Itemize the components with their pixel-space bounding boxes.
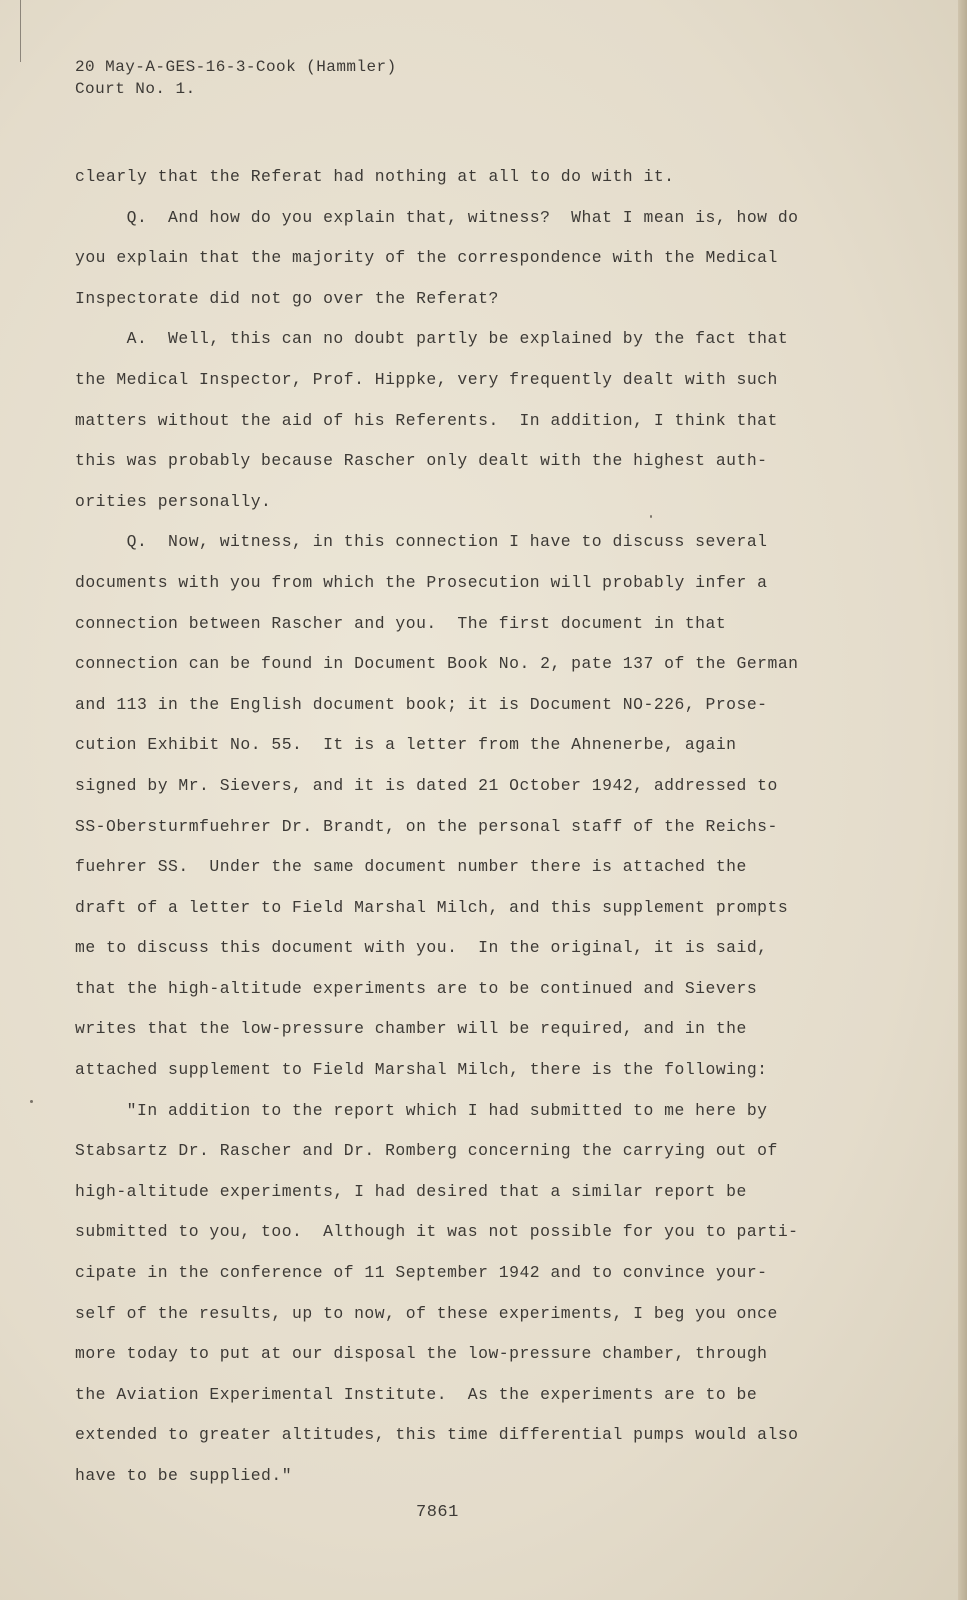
text-line: the Aviation Experimental Institute. As the experiments are to be bbox=[75, 1384, 758, 1404]
binding-mark bbox=[20, 0, 21, 62]
text-line: and 113 in the English document book; it is Document NO-226, Prose- bbox=[75, 694, 768, 714]
paper-speck bbox=[650, 515, 652, 518]
text-line: clearly that the Referat had nothing at all to do with it. bbox=[75, 167, 675, 186]
document-header bbox=[75, 56, 397, 100]
text-line: attached supplement to Field Marshal Milch, there is the following: bbox=[75, 1060, 768, 1080]
text-line: documents with you from which the Prosecution will probably infer a bbox=[75, 572, 768, 592]
text-line: "In addition to the report which I had submitted to me here by bbox=[75, 1100, 768, 1120]
text-line: Q. Now, witness, in this connection I have to discuss several bbox=[75, 532, 768, 552]
text-line: extended to greater altitudes, this time differential pumps would also bbox=[75, 1425, 799, 1445]
text-line: fuehrer SS. Under the same document number there is attached the bbox=[75, 857, 747, 877]
text-line: orities personally. bbox=[75, 491, 272, 511]
text-line: SS-Obersturmfuehrer Dr. Brandt, on the personal staff of the Reichs- bbox=[75, 816, 778, 836]
text-line: connection between Rascher and you. The first document in that bbox=[75, 613, 727, 633]
text-line: writes that the low-pressure chamber will be required, and in the bbox=[75, 1019, 747, 1039]
text-line: Q. And how do you explain that, witness? What I mean is, how do bbox=[75, 207, 799, 227]
text-line: signed by Mr. Sievers, and it is dated 21 October 1942, addressed to bbox=[75, 775, 778, 795]
header-line-2: Court No. 1. bbox=[75, 80, 196, 98]
text-line: this was probably because Rascher only dealt with the highest auth- bbox=[75, 451, 768, 471]
transcript-body bbox=[75, 157, 799, 1497]
text-line: cipate in the conference of 11 September 1942 and to convince your- bbox=[75, 1263, 768, 1283]
text-line: matters without the aid of his Referents. In addition, I think that bbox=[75, 410, 778, 430]
text-line: Stabsartz Dr. Rascher and Dr. Romberg concerning the carrying out of bbox=[75, 1141, 778, 1161]
text-line: cution Exhibit No. 55. It is a letter from the Ahnenerbe, again bbox=[75, 735, 737, 755]
text-line: you explain that the majority of the correspondence with the Medical bbox=[75, 248, 778, 268]
text-line: that the high-altitude experiments are to be continued and Sievers bbox=[75, 978, 758, 998]
paper-speck bbox=[30, 1100, 33, 1103]
text-line: high-altitude experiments, I had desired that a similar report be bbox=[75, 1181, 747, 1201]
text-line: submitted to you, too. Although it was not possible for you to parti- bbox=[75, 1222, 799, 1242]
header-line-1: 20 May-A-GES-16-3-Cook (Hammler) bbox=[75, 58, 397, 76]
text-line: more today to put at our disposal the low-pressure chamber, through bbox=[75, 1344, 768, 1364]
text-line: the Medical Inspector, Prof. Hippke, very frequently dealt with such bbox=[75, 369, 778, 389]
text-line: draft of a letter to Field Marshal Milch, and this supplement prompts bbox=[75, 897, 789, 917]
text-line: me to discuss this document with you. In the original, it is said, bbox=[75, 938, 768, 958]
text-line: self of the results, up to now, of these experiments, I beg you once bbox=[75, 1303, 778, 1323]
text-line: A. Well, this can no doubt partly be explained by the fact that bbox=[75, 329, 789, 349]
page-number: 7861 bbox=[416, 1503, 459, 1522]
text-line: have to be supplied." bbox=[75, 1466, 293, 1485]
text-line: Inspectorate did not go over the Referat? bbox=[75, 288, 499, 308]
text-line: connection can be found in Document Book No. 2, pate 137 of the German bbox=[75, 654, 799, 674]
page-edge bbox=[958, 0, 967, 1600]
